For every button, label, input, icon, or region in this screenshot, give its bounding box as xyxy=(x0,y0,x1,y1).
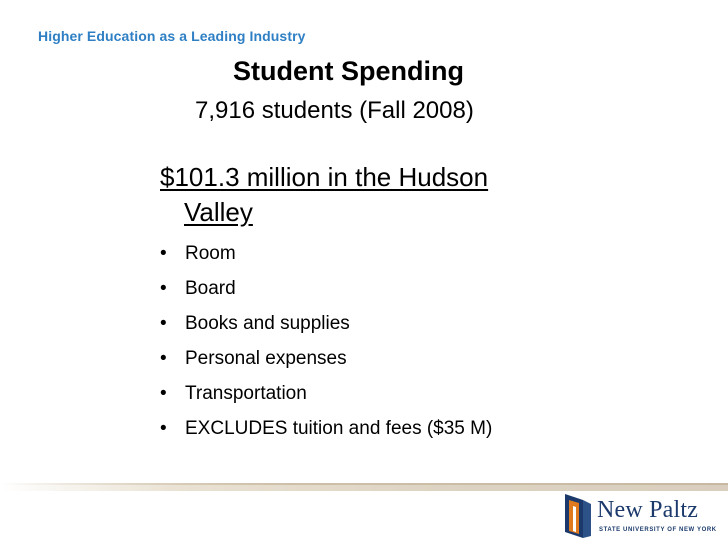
slide-content xyxy=(160,160,580,446)
list-item xyxy=(160,236,580,271)
logo-tagline: STATE UNIVERSITY OF NEW YORK xyxy=(599,527,717,533)
bullet-icon: • xyxy=(160,278,167,299)
bullet-icon: • xyxy=(160,383,167,404)
list-item xyxy=(160,376,580,411)
list-item-label: Board xyxy=(185,278,236,299)
list-item-label: Room xyxy=(185,243,236,264)
slide-title: Student Spending xyxy=(233,56,464,86)
bullet-icon: • xyxy=(160,348,167,369)
list-item xyxy=(160,411,580,446)
bullet-icon: • xyxy=(160,243,167,264)
logo-wordmark: New Paltz xyxy=(597,497,699,523)
list-item xyxy=(160,306,580,341)
logo-white-stripe xyxy=(573,506,576,532)
bullet-icon: • xyxy=(160,418,167,439)
logo-side-shade xyxy=(583,500,591,538)
new-paltz-logo xyxy=(565,492,725,540)
bullet-icon: • xyxy=(160,313,167,334)
bullet-list xyxy=(160,236,580,446)
list-item-label: Transportation xyxy=(185,383,307,404)
lead-line-2: Valley xyxy=(184,197,253,227)
header-title: Higher Education as a Leading Industry xyxy=(38,28,306,44)
slide-subtitle: 7,916 students (Fall 2008) xyxy=(195,97,474,124)
lead-statement xyxy=(160,160,580,230)
new-paltz-logo-mark-icon xyxy=(565,494,593,538)
list-item xyxy=(160,341,580,376)
list-item xyxy=(160,271,580,306)
list-item-label: Books and supplies xyxy=(185,313,350,334)
lead-line-1: $101.3 million in the Hudson xyxy=(160,162,489,192)
list-item-label: Personal expenses xyxy=(185,348,347,369)
footer-divider xyxy=(0,483,728,491)
list-item-label: EXCLUDES tuition and fees ($35 M) xyxy=(185,418,493,439)
